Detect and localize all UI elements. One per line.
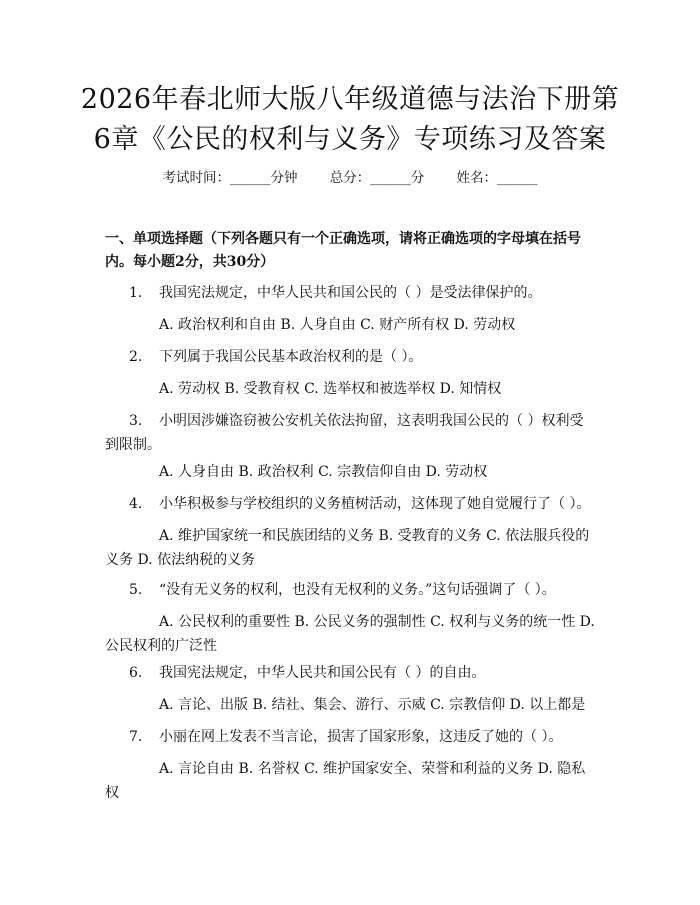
question-5-options: A. 公民权利的重要性 B. 公民义务的强制性 C. 权利与义务的统一性 D. 公民权利的广泛性 (105, 614, 595, 654)
question-7 (105, 725, 595, 749)
question-stem: 我国宪法规定，中华人民共和国公民有（ ）的自由。 (159, 665, 486, 681)
question-number: 4. (129, 496, 143, 512)
question-stem: “没有无义务的权利，也没有无权利的义务。”这句话强调了（ ）。 (159, 582, 556, 598)
question-6 (105, 661, 595, 685)
question-4-options: A. 维护国家统一和民族团结的义务 B. 受教育的义务 C. 依法服兵役的义务 D. 依法纳税的义务 (105, 528, 590, 568)
title-line-2: 6章《公民的权利与义务》专项练习及答案 (93, 124, 607, 155)
total-score-field: 总分：______分 (329, 170, 425, 186)
question-2 (105, 345, 595, 369)
question-6-options: A. 言论、出版 B. 结社、集会、游行、示威 C. 宗教信仰 D. 以上都是 (159, 697, 586, 713)
question-2-options: A. 劳动权 B. 受教育权 C. 选举权和被选举权 D. 知情权 (159, 381, 502, 397)
exam-time-field: 考试时间：______分钟 (162, 170, 298, 186)
section-heading: 一、单项选择题（下列各题只有一个正确选项，请将正确选项的字母填在括号内。每小题2分，共30分） (105, 231, 581, 270)
question-number: 5. (129, 582, 143, 598)
question-4 (105, 492, 595, 516)
title-line-1: 2026年春北师大版八年级道德与法治下册第 (80, 84, 620, 115)
exam-info (0, 168, 700, 188)
document-title (60, 80, 640, 160)
question-number: 3. (129, 413, 143, 429)
question-number: 2. (129, 349, 143, 365)
question-stem: 我国宪法规定，中华人民共和国公民的（ ）是受法律保护的。 (159, 285, 542, 301)
question-1 (105, 281, 595, 305)
question-5 (105, 578, 595, 602)
name-field: 姓名：______ (456, 170, 538, 186)
question-7-options: A. 言论自由 B. 名誉权 C. 维护国家安全、荣誉和利益的义务 D. 隐私权 (105, 761, 586, 801)
question-3 (105, 409, 595, 457)
question-stem: 小华积极参与学校组织的义务植树活动，这体现了她自觉履行了（ ）。 (159, 496, 591, 512)
question-1-options: A. 政治权利和自由 B. 人身自由 C. 财产所有权 D. 劳动权 (159, 317, 516, 333)
question-stem: 小明因涉嫌盗窃被公安机关依法拘留，这表明我国公民的（ ）权利受到限制。 (105, 413, 584, 453)
question-stem: 小丽在网上发表不当言论，损害了国家形象，这违反了她的（ ）。 (159, 729, 563, 745)
question-3-options: A. 人身自由 B. 政治权利 C. 宗教信仰自由 D. 劳动权 (159, 464, 488, 480)
question-number: 1. (129, 285, 143, 301)
question-number: 7. (129, 729, 143, 745)
question-number: 6. (129, 665, 143, 681)
question-stem: 下列属于我国公民基本政治权利的是（ ）。 (159, 349, 423, 365)
